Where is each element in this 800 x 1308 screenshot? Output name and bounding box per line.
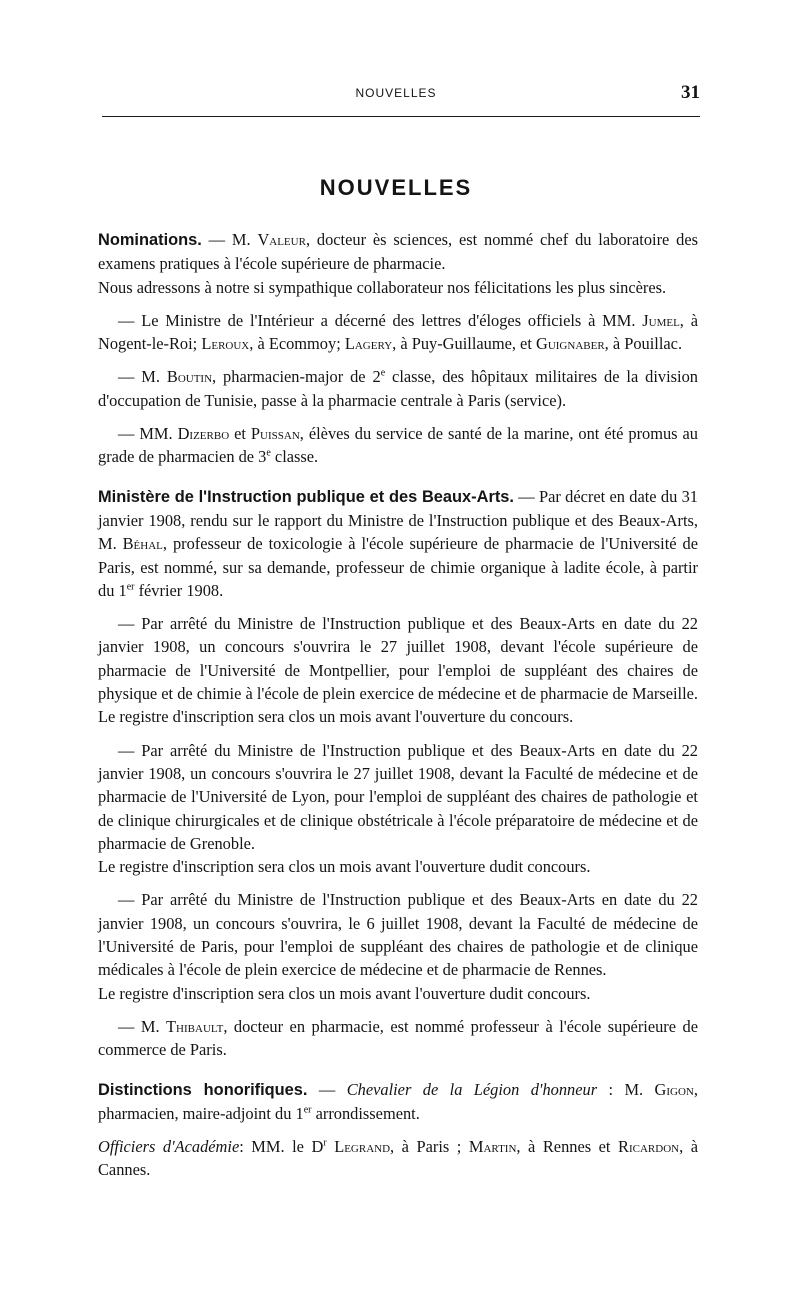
paragraph: Officiers d'Académie: MM. le $D^r$ Legrand, à Paris ; Martin, à Rennes et Ricardon, à Cannes. (98, 1137, 698, 1180)
paragraph-ministere: Ministère de l'Instruction publique et des Beaux-Arts. — Par décret en date du 31 janvier 1908, rendu sur le rapport du Ministre de l'Instruction publique et des Beaux-Arts, M. Béhal, professeur de toxicologie à l'école supérieure de pharmacie de l'Université de Paris, est nommé, sur sa demande, professeur de chimie organique à ladite école, à partir du 1er février 1908. (98, 486, 698, 600)
running-header (92, 82, 700, 106)
paragraph: — Par arrêté du Ministre de l'Instruction publique et des Beaux-Arts en date du 22 janvier 1908, un concours s'ouvrira le 27 juillet 1908, devant la Faculté de médecine et de pharmacie de l'Université de Lyon, pour l'emploi de suppléant des chaires de pathologie et de clinique chirurgicales et de clinique obstétricale à l'école préparatoire de médecine et de pharmacie de Grenoble. (98, 740, 698, 853)
paragraph-distinctions: Distinctions honorifiques. — Chevalier de la Légion d'honneur : M. Gigon, pharmacien, maire-adjoint du 1er arrondissement. (98, 1079, 698, 1123)
paragraph: — Par arrêté du Ministre de l'Instruction publique et des Beaux-Arts en date du 22 janvier 1908, un concours s'ouvrira le 27 juillet 1908, devant l'école supérieure de pharmacie de l'Université de Montpellier, pour l'emploi de suppléant des chaires de physique et de chimie à l'école de plein exercice de médecine et de pharmacie de Marseille. (98, 614, 699, 704)
paragraph: — MM. Dizerbo et Puissan, élèves du service de santé de la marine, ont été promus au grade de pharmacien de 3e classe. (98, 424, 698, 467)
page-number: 31 (681, 82, 700, 103)
paragraph-nominations: Nominations. — M. Valeur, docteur ès sciences, est nommé chef du laboratoire des examens pratiques à l'école supérieure de pharmacie. (98, 230, 698, 274)
paragraph: — Par arrêté du Ministre de l'Instruction publique et des Beaux-Arts en date du 22 janvier 1908, un concours s'ouvrira, le 6 juillet 1908, devant la Faculté de médecine de l'Université de Paris, pour l'emploi de suppléant des chaires de pathologie et de clinique médicales à l'école de plein exercice de médecine et de pharmacie de Rennes. (98, 890, 698, 980)
paragraph: Le registre d'inscription sera clos un mois avant l'ouverture dudit concours. (98, 983, 591, 1003)
paragraph: — Le Ministre de l'Intérieur a décerné des lettres d'éloges officiels à MM. Jumel, à Nogent-le-Roi; Leroux, à Ecommoy; Lagery, à Puy-Guillaume, et Guignaber, à Pouillac. (98, 310, 698, 354)
paragraph: — M. Thibault, docteur en pharmacie, est nommé professeur à l'école supérieure de commerce de Paris. (98, 1016, 698, 1060)
paragraph: Le registre d'inscription sera clos un mois avant l'ouverture dudit concours. (98, 857, 591, 877)
paragraph: — M. Boutin, pharmacien-major de 2e classe, des hôpitaux militaires de la division d'occupation de Tunisie, passe à la pharmacie centrale à Paris (service). (98, 367, 698, 410)
paragraph: Nous adressons à notre si sympathique collaborateur nos félicitations les plus sincères. (98, 277, 667, 297)
section-title: NOUVELLES (319, 175, 473, 200)
header-rule (102, 116, 700, 117)
article-body (98, 228, 698, 1182)
running-title: NOUVELLES (355, 86, 437, 100)
paragraph: Le registre d'inscription sera clos un mois avant l'ouverture du concours. (98, 707, 574, 727)
